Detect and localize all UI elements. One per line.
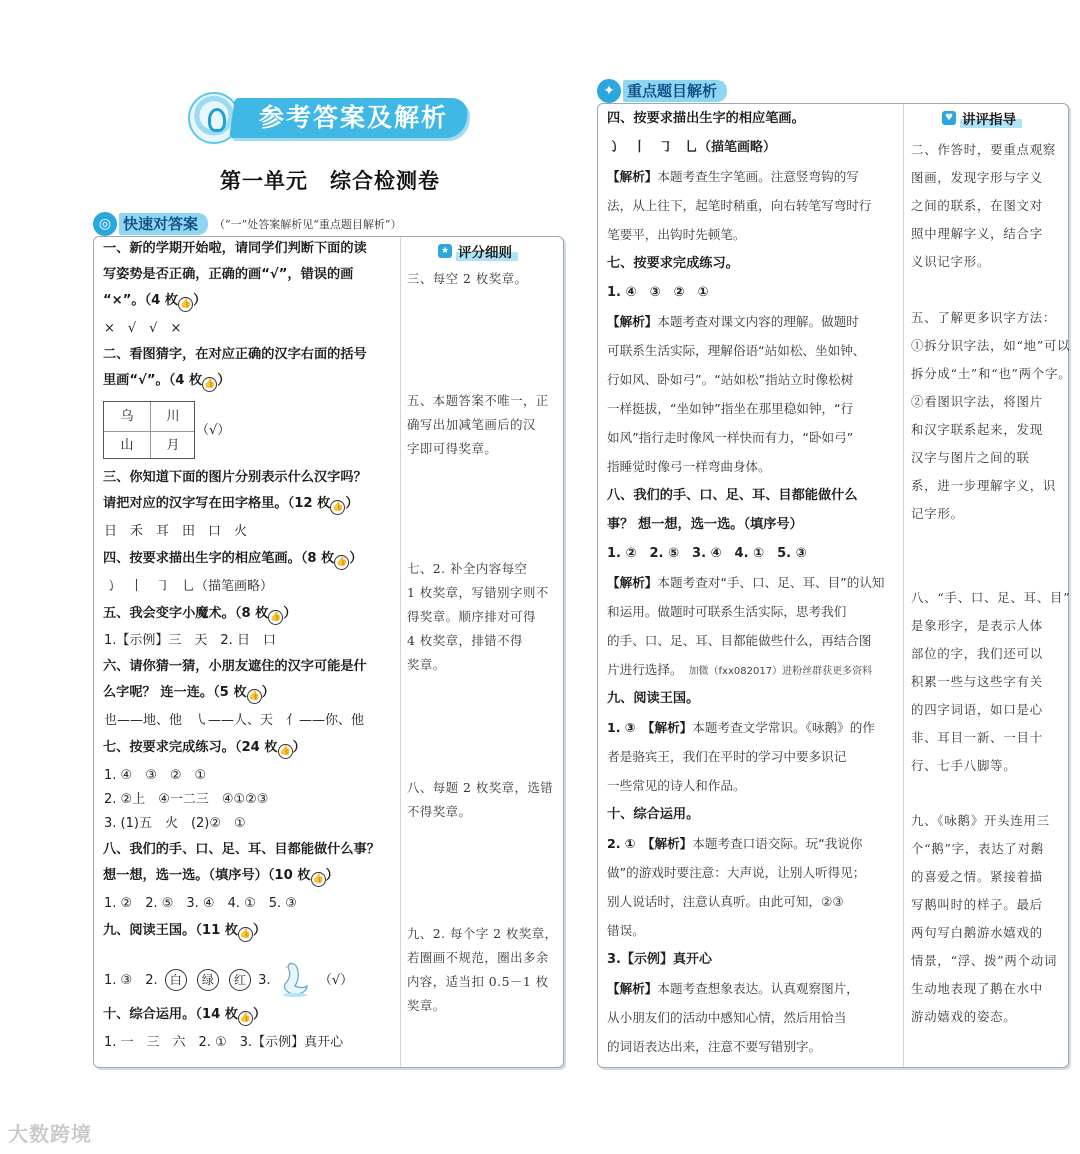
key-question xyxy=(607,481,858,510)
question-2-prompt-end: 里画“√”。（4 枚 xyxy=(103,373,203,388)
scoring-note-line: 1 枚奖章，写错别字则不 xyxy=(407,585,549,600)
scoring-note-line: 八、每题 2 枚奖章，选错 xyxy=(407,780,554,795)
page-title: 参考答案及解析 xyxy=(258,103,448,132)
key-explanation-line xyxy=(607,626,871,655)
key-line-text: 行如风、卧如弓”。“站如松”指站立时像松树 xyxy=(607,372,854,387)
answer-2-character-grid xyxy=(103,401,195,459)
column-divider xyxy=(400,237,401,1067)
key-explanation-line xyxy=(607,742,846,771)
scoring-subtag xyxy=(438,240,518,262)
guide-comment-line: 和汉字联系起来，发现 xyxy=(911,422,1043,437)
guide-comment-line: 情景，“浮、拨”两个动词 xyxy=(911,953,1058,968)
thumb-medal-icon: 👍 xyxy=(247,689,262,704)
column-divider xyxy=(903,104,904,1067)
key-explanation-line xyxy=(607,191,871,220)
question-6-prompt-end: 么字呢？ 连一连。（5 枚 xyxy=(103,685,247,700)
guide-comment-line: 记字形。 xyxy=(911,506,964,521)
close-paren: ） xyxy=(217,373,231,388)
key-explanation-line xyxy=(607,974,859,1003)
key-line-text: 八、我们的手、口、足、耳、目都能做什么 xyxy=(607,488,858,503)
key-line-text: 的词语表达出来，注意不要写错别字。 xyxy=(607,1039,822,1054)
answer-7-2: 2. ②上 ④一二三 ④①②③ xyxy=(104,792,269,807)
scoring-note-line: 内容，适当扣 0.5－1 枚 xyxy=(407,974,549,989)
key-explanation-line xyxy=(607,1003,846,1032)
target-icon: ◎ xyxy=(93,212,117,236)
question-2-line-1: 二、看图猜字，在对应正确的汉字右面的括号 xyxy=(103,347,367,362)
key-explanation-line xyxy=(607,1032,821,1061)
answer-3: 日 禾 耳 田 口 火 xyxy=(104,524,248,539)
question-3-line-2 xyxy=(103,491,359,517)
key-explanation-line xyxy=(607,858,865,887)
thumb-medal-icon: 👍 xyxy=(278,744,293,759)
guide-comment-line: 图画，发现字形与字义 xyxy=(911,170,1043,185)
close-paren: ） xyxy=(253,1007,267,1022)
key-line-text: 指睡觉时像弓一样弯曲身体。 xyxy=(607,459,771,474)
question-8-line-2 xyxy=(103,863,339,889)
guide-comment-line: 系，进一步理解字义，识 xyxy=(911,478,1057,493)
answer-9-part-3: 3. xyxy=(258,973,271,988)
key-line-text: 笔要平，出钩时先顿笔。 xyxy=(607,227,746,242)
grid-cell: 川 xyxy=(166,409,180,424)
close-paren: ） xyxy=(325,868,339,883)
scoring-note-line: 若圈画不规范，圈出多余 xyxy=(407,950,549,965)
quick-answer-label: 快速对答案 xyxy=(119,213,208,235)
scoring-note-line: 得奖章。顺序排对可得 xyxy=(407,609,536,624)
key-explanation-line xyxy=(607,336,865,365)
watermark: 大数跨境 xyxy=(8,1122,92,1146)
scoring-note-line: 字即可得奖章。 xyxy=(407,441,498,456)
swan-icon xyxy=(279,958,311,998)
key-explanation-line xyxy=(607,568,885,597)
key-line-text: 一些常见的诗人和作品。 xyxy=(607,778,746,793)
thumb-medal-icon: 👍 xyxy=(268,610,283,625)
answer-1: × √ √ × xyxy=(104,321,182,336)
circled-character: 白 xyxy=(165,969,187,991)
scoring-note-line: 不得奖章。 xyxy=(407,804,472,819)
key-line-text: 的手、口、足、耳、目都能做些什么，再结合图 xyxy=(607,633,872,648)
scoring-note-line: 奖章。 xyxy=(407,998,446,1013)
unit-title: 第一单元 综合检测卷 xyxy=(220,168,440,193)
key-line-text: 本题考查口语交际。玩“我说你 xyxy=(692,836,863,851)
key-question xyxy=(607,800,699,829)
key-line-text: 可联系生活实际，理解俗语“站如松、坐如钟、 xyxy=(607,343,866,358)
key-answer-lead: 1. ③ xyxy=(607,720,649,735)
guide-comment-line: 八、“手、口、足、耳、目” xyxy=(911,590,1071,605)
thumb-medal-icon: 👍 xyxy=(334,555,349,570)
scoring-note-line: 确写出加减笔画后的汉 xyxy=(407,417,536,432)
key-line-text: 从小朋友们的活动中感知心情，然后用恰当 xyxy=(607,1010,847,1025)
thumb-medal-icon: 👍 xyxy=(202,377,217,392)
key-question xyxy=(607,684,699,713)
key-line-text: 1. ④ ③ ② ① xyxy=(607,285,709,300)
answer-9-part-1: 1. ③ 2. xyxy=(104,973,158,988)
question-6-line-2 xyxy=(103,680,275,706)
key-explanation-line xyxy=(607,597,846,626)
key-line-text: 1. ② 2. ⑤ 3. ④ 4. ① 5. ③ xyxy=(607,546,807,561)
question-4-prompt: 四、按要求描出生字的相应笔画。（8 枚 xyxy=(103,551,335,566)
thumb-medal-icon: 👍 xyxy=(238,1011,253,1026)
guide-comment-line: 照中理解字义，结合字 xyxy=(911,226,1043,241)
key-answer xyxy=(607,133,776,162)
guide-comment-line: 非、耳目一新、一目十 xyxy=(911,730,1043,745)
answer-9 xyxy=(104,958,353,998)
answer-9-check: （√） xyxy=(318,973,354,988)
key-explanation-line xyxy=(607,394,853,423)
guide-comment-line: 行、七手八脚等。 xyxy=(911,758,1017,773)
analysis-label: 【解析】 xyxy=(648,836,693,851)
grid-cell: 月 xyxy=(166,438,180,453)
key-explanation-line xyxy=(607,916,645,945)
close-paren: ） xyxy=(349,551,363,566)
question-1-line-2: 写姿势是否正确，正确的画“√”，错误的画 xyxy=(103,267,354,282)
thumb-medal-icon: 👍 xyxy=(330,500,345,515)
question-8-prompt-end: 想一想，选一选。（填序号）（10 枚 xyxy=(103,868,311,883)
question-10 xyxy=(103,1002,266,1028)
question-3-prompt-end: 请把对应的汉字写在田字格里。（12 枚 xyxy=(103,496,331,511)
key-explanation-line xyxy=(607,452,771,481)
guide-comment-line: 生动地表现了鹅在水中 xyxy=(911,981,1043,996)
key-answer-lead: 2. ① xyxy=(607,836,649,851)
star-icon: ★ xyxy=(438,244,452,258)
key-answer xyxy=(607,539,807,568)
close-paren: ） xyxy=(261,685,275,700)
key-explanation-line xyxy=(607,423,853,452)
key-line-text: 做”的游戏时要注意：大声说，让别人听得见； xyxy=(607,865,866,880)
thumb-medal-icon: 👍 xyxy=(238,927,253,942)
guide-comment-line: 九、《咏鹅》开头连用三 xyxy=(911,813,1050,828)
guide-comment-line: 二、作答时，要重点观察 xyxy=(911,142,1057,157)
key-line-text: 七、按要求完成练习。 xyxy=(607,256,739,271)
question-3-line-1: 三、你知道下面的图片分别表示什么汉字吗？ xyxy=(103,470,367,485)
key-line-text: 本题考查生字笔画。注意竖弯钩的写 xyxy=(657,169,859,184)
question-7-prompt: 七、按要求完成练习。（24 枚 xyxy=(103,740,278,755)
guide-comment-line: 义识记字形。 xyxy=(911,254,991,269)
guide-comment-line: 是象形字，是表示人体 xyxy=(911,618,1043,633)
circled-character: 红 xyxy=(229,969,251,991)
guide-comment-line: 两句写白鹅游水嬉戏的 xyxy=(911,925,1043,940)
answer-7-1: 1. ④ ③ ② ① xyxy=(104,768,207,783)
key-line-text: 九、阅读王国。 xyxy=(607,691,700,706)
guide-comment-line: ①拆分识字法，如“地”可以 xyxy=(911,338,1071,353)
analysis-label: 【解析】 xyxy=(607,314,658,329)
key-line-text: 十、综合运用。 xyxy=(607,807,700,822)
scoring-note-line: 4 枚奖章，排错不得 xyxy=(407,633,523,648)
circled-character: 绿 xyxy=(197,969,219,991)
key-line-text: 法，从上往下，起笔时稍重，向右转笔写弯时行 xyxy=(607,198,872,213)
guide-comment-line: 五、了解更多识字方法： xyxy=(911,310,1057,325)
question-5-prompt: 五、我会变字小魔术。（8 枚 xyxy=(103,606,269,621)
guide-comment-line: ②看图识字法，将图片 xyxy=(911,394,1043,409)
question-7 xyxy=(103,735,306,761)
key-line-text: 本题考查文学常识。《咏鹅》的作 xyxy=(692,720,875,735)
grid-cell: 山 xyxy=(120,438,134,453)
scoring-subtag-label: 评分细则 xyxy=(456,241,518,261)
question-9 xyxy=(103,918,266,944)
key-line-text: 四、按要求描出生字的相应笔画。 xyxy=(607,111,805,126)
answer-4: ㇁ 丨 ㇆ 乚（描笔画略） xyxy=(104,579,274,594)
guide-subtag-label: 讲评指导 xyxy=(960,108,1022,128)
answer-5: 1.【示例】三 天 2. 日 口 xyxy=(104,633,276,648)
answer-7-3: 3. (1)五 火 (2)② ① xyxy=(104,816,246,831)
close-paren: ） xyxy=(253,923,267,938)
scoring-note-line: 五、本题答案不唯一，正 xyxy=(407,393,549,408)
key-line-text: 事？ 想一想，选一选。（填序号） xyxy=(607,517,803,532)
key-line-text: 如风”指行走时像风一样快而有力，“卧如弓” xyxy=(607,430,854,445)
question-10-prompt: 十、综合运用。（14 枚 xyxy=(103,1007,239,1022)
guide-comment-line: 之间的联系，在图文对 xyxy=(911,198,1043,213)
key-line-text: 3.【示例】真开心 xyxy=(607,952,712,967)
question-6-line-1: 六、请你猜一猜，小朋友遮住的汉字可能是什 xyxy=(103,659,367,674)
quick-answer-tag xyxy=(93,211,402,237)
promo-note: 加微（fxx082017）进粉丝群获更多资料 xyxy=(688,666,873,677)
question-5 xyxy=(103,601,297,627)
analysis-label: 【解析】 xyxy=(607,169,658,184)
close-paren: ） xyxy=(193,293,207,308)
question-1-line-3 xyxy=(103,288,206,314)
grid-cell: 乌 xyxy=(120,409,134,424)
key-question xyxy=(607,510,803,539)
key-line-text: 一样挺拔，“坐如钟”指坐在那里稳如钟，“行 xyxy=(607,401,854,416)
question-9-prompt: 九、阅读王国。（11 枚 xyxy=(103,923,239,938)
guide-comment-line: 部位的字，我们还可以 xyxy=(911,646,1043,661)
quick-answer-note: （“一”处答案解析见“重点题目解析”） xyxy=(214,218,402,231)
question-4 xyxy=(103,546,363,572)
key-explanation-line xyxy=(607,365,853,394)
answer-2-check: （√） xyxy=(196,423,231,438)
scoring-note-line: 七、2. 补全内容每空 xyxy=(407,561,528,576)
close-paren: ） xyxy=(345,496,359,511)
guide-comment-line: 写鹅叫时的样子。最后 xyxy=(911,897,1043,912)
key-line-text: 片进行选择。 xyxy=(607,662,683,677)
question-2-line-2 xyxy=(103,368,230,394)
key-line-text: 本题考查对课文内容的理解。做题时 xyxy=(657,314,859,329)
key-question xyxy=(607,249,739,278)
key-analysis-tag xyxy=(597,78,727,104)
page-banner xyxy=(188,90,478,146)
close-paren: ） xyxy=(283,606,297,621)
key-line-text: 错误。 xyxy=(607,923,645,938)
key-analysis-label: 重点题目解析 xyxy=(623,80,727,102)
close-paren: ） xyxy=(292,740,306,755)
guide-subtag xyxy=(942,107,1022,129)
answer-8: 1. ② 2. ⑤ 3. ④ 4. ① 5. ③ xyxy=(104,896,297,911)
thumb-medal-icon: 👍 xyxy=(178,297,193,312)
guide-comment-line: 的四字词语，如口是心 xyxy=(911,702,1043,717)
scoring-note-line: 九、2. 每个字 2 枚奖章， xyxy=(407,926,558,941)
guide-comment-line: 游动嬉戏的姿态。 xyxy=(911,1009,1017,1024)
key-explanation-line xyxy=(607,829,863,858)
scoring-note-line: 奖章。 xyxy=(407,657,446,672)
key-answer xyxy=(607,278,709,307)
thumb-medal-icon: 👍 xyxy=(311,872,326,887)
key-line-text: 者是骆宾王，我们在平时的学习中要多识记 xyxy=(607,749,847,764)
question-1-line-1: 一、新的学期开始啦，请同学们判断下面的读 xyxy=(103,241,367,256)
question-8-line-1: 八、我们的手、口、足、耳、目都能做什么事？ xyxy=(103,842,380,857)
analysis-label: 【解析】 xyxy=(607,575,658,590)
key-explanation-line xyxy=(607,771,746,800)
key-explanation-line xyxy=(607,655,872,686)
lightbulb-icon: ✦ xyxy=(597,79,621,103)
scoring-note-line: 三、每空 2 枚奖章。 xyxy=(407,271,528,286)
key-explanation-line xyxy=(607,307,859,336)
guide-comment-line: 个“鹅”字，表达了对鹅 xyxy=(911,841,1044,856)
key-explanation-line xyxy=(607,713,875,742)
key-explanation-line xyxy=(607,887,844,916)
key-line-text: 别人说话时，注意认真听。由此可知，②③ xyxy=(607,894,844,909)
answer-10: 1. 一 三 六 2. ① 3.【示例】真开心 xyxy=(104,1035,344,1050)
guide-comment-line: 的喜爱之情。紧接着描 xyxy=(911,869,1043,884)
guide-comment-line: 积累一些与这些字有关 xyxy=(911,674,1043,689)
key-line-text: 本题考查对“手、口、足、耳、目”的认知 xyxy=(657,575,885,590)
key-question xyxy=(607,104,805,133)
guide-comment-line: 拆分成“土”和“也”两个字。 xyxy=(911,366,1072,381)
analysis-label: 【解析】 xyxy=(607,981,658,996)
answer-6: 也——地、他 ㇂——人、天 亻——你、他 xyxy=(104,713,365,728)
guide-comment-line: 汉字与图片之间的联 xyxy=(911,450,1030,465)
key-line-text: ㇁ 丨 ㇆ 乚（描笔画略） xyxy=(607,140,777,155)
key-answer xyxy=(607,945,712,974)
analysis-label: 【解析】 xyxy=(648,720,693,735)
key-explanation-line xyxy=(607,162,859,191)
key-line-text: 本题考查想象表达。认真观察图片， xyxy=(657,981,859,996)
question-1-prompt-end: “×”。（4 枚 xyxy=(103,293,179,308)
heart-icon: ♥ xyxy=(942,111,956,125)
key-explanation-line xyxy=(607,220,746,249)
key-line-text: 和运用。做题时可联系生活实际，思考我们 xyxy=(607,604,847,619)
